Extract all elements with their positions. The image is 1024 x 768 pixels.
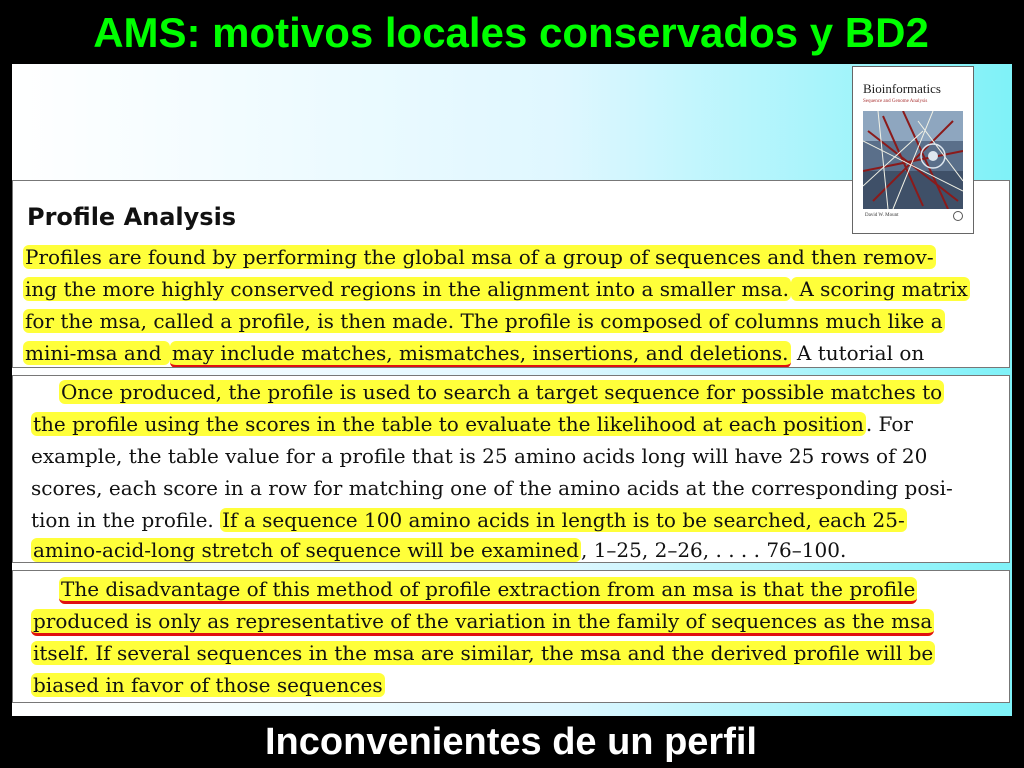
slide-footer: Inconvenientes de un perfil (265, 720, 757, 763)
highlighted-text: Once produced, the profile is used to search a target sequence for possible matches to (61, 380, 943, 404)
text-line (23, 340, 924, 367)
highlighted-text: biased in favor of those sequences (33, 673, 383, 697)
book-author: David W. Mount (865, 213, 899, 218)
section-heading: Profile Analysis (27, 203, 237, 231)
text-line (31, 640, 935, 667)
text-line (23, 244, 936, 271)
text-line (59, 576, 917, 603)
plain-text: example, the table value for a profile that is 25 amino acids long will have 25 rows of 20 (31, 444, 928, 468)
text-line (31, 475, 953, 502)
disadvantage-panel (12, 570, 1010, 703)
highlighted-text: amino-acid-long stretch of sequence will be examined (33, 538, 579, 562)
text-line (31, 443, 927, 470)
publisher-logo-icon (953, 211, 963, 221)
highlighted-text: itself. If several sequences in the msa are similar, the msa and the derived profile will be (33, 641, 934, 665)
text-line (59, 379, 944, 406)
plain-text: scores, each score in a row for matching one of the amino acids at the corresponding posi- (31, 476, 953, 500)
highlighted-text: ing the more highly conserved regions in the alignment into a smaller msa. (25, 277, 789, 301)
highlighted-text: A scoring matrix (792, 277, 968, 301)
footer-bar (2, 718, 1020, 764)
book-subtitle: Sequence and Genome Analysis (863, 99, 928, 104)
text-line (23, 308, 945, 335)
highlighted-text: mini-msa and (25, 341, 168, 365)
text-line (31, 507, 907, 534)
underlined-text: produced is only as representative of the variation in the family of sequences as the msa (31, 609, 934, 636)
text-line (23, 276, 970, 303)
text-line (31, 411, 913, 438)
plain-text: tion in the profile. (31, 508, 221, 532)
highlighted-text: the profile using the scores in the table to evaluate the likelihood at each position (33, 412, 864, 436)
title-bar (2, 2, 1020, 64)
text-line (31, 537, 846, 563)
profile-search-panel (12, 375, 1010, 563)
plain-text: , 1–25, 2–26, . . . . 76–100. (580, 538, 847, 562)
book-cover (852, 66, 974, 234)
book-title: Bioinformatics (863, 81, 941, 96)
slide-title: AMS: motivos locales conservados y BD2 (93, 9, 929, 56)
underlined-text: The disadvantage of this method of profile extraction from an msa is that the profile (59, 577, 917, 604)
plain-text: . For (865, 412, 913, 436)
text-line (31, 608, 934, 635)
text-line (31, 672, 385, 699)
underlined-text: may include matches, mismatches, insertions, and deletions. (170, 341, 791, 368)
highlighted-text: for the msa, called a profile, is then made. The profile is composed of columns much like a (25, 309, 943, 333)
book-cover-art (863, 111, 963, 209)
highlighted-text: If a sequence 100 amino acids in length is to be searched, each 25- (222, 508, 905, 532)
highlighted-text: Profiles are found by performing the global msa of a group of sequences and then remov- (25, 245, 934, 269)
plain-text: A tutorial on (790, 341, 925, 365)
